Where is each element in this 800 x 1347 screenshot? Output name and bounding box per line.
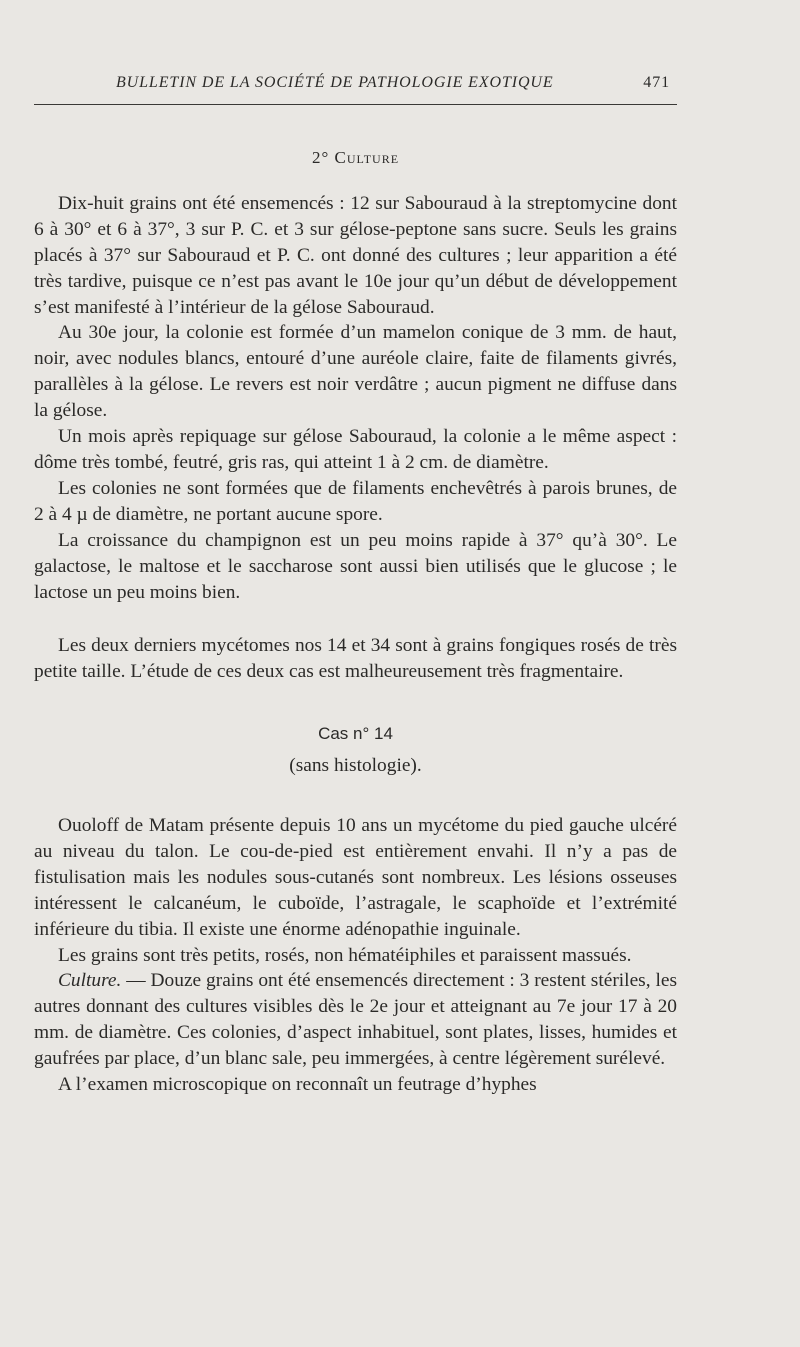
- header-rule: [34, 104, 677, 105]
- page-body: [34, 145, 677, 1098]
- culture-text: — Douze grains ont été ensemencés directement : 3 restent stériles, les autres donnant des cultures visibles dès le 2e jour et atteignant au 7e jour 17 à 20 mm. de diamètre. Ces colonies, d’aspect inhabituel, sont plates, lisses, humides et gaufrées par place, d’un blanc sale, peu immergées, à centre légèrement surélevé.: [34, 970, 677, 1070]
- journal-title: BULLETIN DE LA SOCIÉTÉ DE PATHOLOGIE EXOTIQUE: [116, 74, 554, 91]
- page-number: 471: [643, 74, 670, 91]
- paragraph: Un mois après repiquage sur gélose Sabouraud, la colonie a le même aspect : dôme très tombé, feutré, gris ras, qui atteint 1 à 2 cm. de diamètre.: [34, 426, 677, 473]
- paragraph: Les grains sont très petits, rosés, non hématéiphiles et paraissent massués.: [58, 944, 632, 966]
- paragraph: Ouoloff de Matam présente depuis 10 ans un mycétome du pied gauche ulcéré au niveau du talon. Le cou-de-pied est entièrement envahi. Il n’y a pas de fistulisation mais les nodules sous-cutanés sont nombreux. Les lésions osseuses intéressent le calcanéum, le cuboïde, l’astragale, le scaphoïde et l’extrémité inférieure du tibia. Il existe une énorme adénopathie inguinale.: [34, 815, 677, 940]
- paragraph: A l’examen microscopique on reconnaît un feutrage d’hyphes: [58, 1074, 537, 1096]
- culture-label: Culture.: [58, 970, 122, 992]
- paragraph: Au 30e jour, la colonie est formée d’un mamelon conique de 3 mm. de haut, noir, avec nodules blancs, entouré d’une auréole claire, faite de filaments givrés, parallèles à la gélose. Le revers est noir verdâtre ; aucun pigment ne diffuse dans la gélose.: [34, 322, 677, 422]
- paragraph: Les deux derniers mycétomes nos 14 et 34 sont à grains fongiques rosés de très petite taille. L’étude de ces deux cas est malheureusement très fragmentaire.: [34, 635, 677, 683]
- case-subtitle: (sans histologie).: [289, 755, 422, 777]
- paragraph-culture: [34, 968, 677, 1072]
- section-heading: 2° Culture: [311, 148, 400, 167]
- paragraph: Les colonies ne sont formées que de filaments enchevêtrés à parois brunes, de 2 à 4 µ de diamètre, ne portant aucune spore.: [34, 477, 677, 525]
- paragraph: La croissance du champignon est un peu moins rapide à 37° qu’à 30°. Le galactose, le maltose et le saccharose sont aussi bien utilisés que le glucose ; le lactose un peu moins bien.: [34, 529, 677, 603]
- case-title: Cas n° 14: [318, 724, 393, 744]
- spacer: [34, 605, 677, 633]
- paragraph: Dix-huit grains ont été ensemencés : 12 sur Sabouraud à la streptomycine dont 6 à 30° et 6 à 37°, 3 sur P. C. et 3 sur gélose-peptone sans sucre. Seuls les grains placés à 37° sur Sabouraud et P. C. ont donné des cultures ; leur apparition a été très tardive, puisque ce n’est pas avant le 10e jour qu’un début de développement s’est manifesté à l’intérieur de la gélose Sabouraud.: [34, 192, 677, 318]
